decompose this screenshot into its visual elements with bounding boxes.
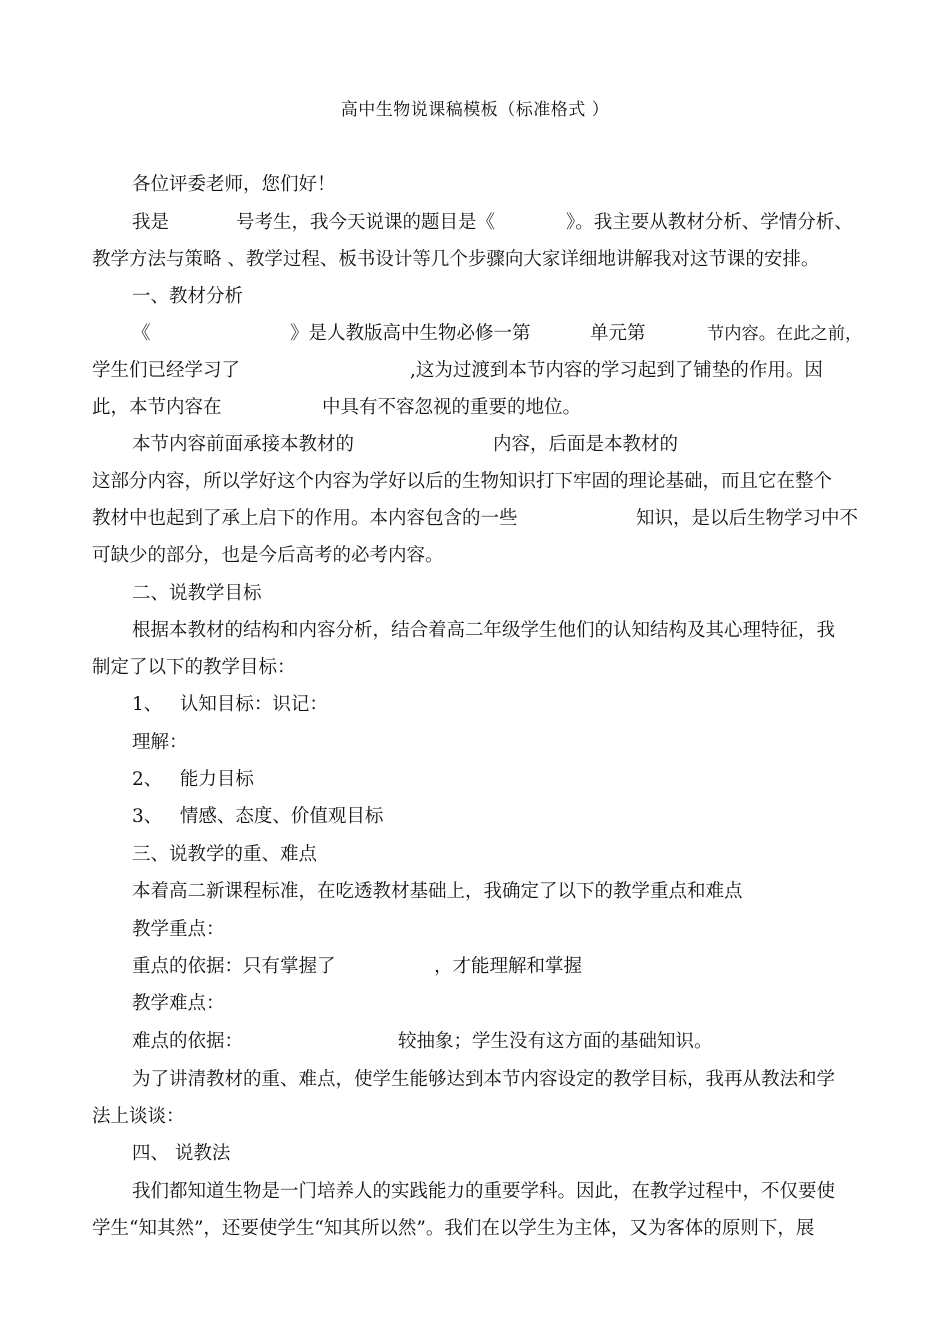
- sec2-p-l2: 制定了以下的教学目标：: [92, 657, 296, 678]
- sec1-p1-l3-a: 此，本节内容在: [92, 397, 222, 418]
- sec4-p-l2: 学生“知其然”，还要使学生“知其所以然”。我们在以学生为主体，又为客体的原则下，展: [92, 1218, 815, 1239]
- sec1-p2-l1-b: 内容，后面是本教材的: [493, 434, 679, 455]
- sec1-p1-l2-a: 学生们已经学习了: [92, 360, 241, 381]
- transition-l2: 法上谈谈：: [92, 1106, 185, 1127]
- sec1-p1-l3-b: 中具有不容忽视的重要的地位。: [322, 397, 582, 418]
- intro-line-2: 教学方法与策略 、教学过程、板书设计等几个步骤向大家详细地讲解我对这节课的安排。: [92, 249, 820, 270]
- diff-basis-b: 较抽象；学生没有这方面的基础知识。: [398, 1031, 713, 1052]
- sec1-p2-l1-a: 本节内容前面承接本教材的: [132, 434, 355, 455]
- section-heading-2: 二、说教学目标: [132, 583, 262, 604]
- objective-item-1: 1、 认知目标：识记：: [132, 694, 328, 715]
- sec2-p-l1: 根据本教材的结构和内容分析，结合着高二年级学生他们的认知结构及其心理特征，我: [132, 620, 836, 641]
- sec1-p1-l2-b: ,这为过渡到本节内容的学习起到了铺垫的作用。因: [410, 360, 823, 381]
- sec1-p1-b: 》是人教版高中生物必修一第: [290, 323, 531, 344]
- diff-basis-a: 难点的依据：: [132, 1031, 244, 1052]
- sec1-p2-l3-b: 知识，是以后生物学习中不: [636, 508, 859, 529]
- key-basis-b: ，才能理解和掌握: [434, 956, 583, 977]
- sec1-p1-c: 单元第: [590, 323, 646, 344]
- section-heading-4: 四、 说教法: [132, 1143, 231, 1164]
- difficulty-label: 教学难点：: [132, 993, 225, 1014]
- objective-item-2: 2、 能力目标: [132, 769, 254, 790]
- sec4-p-l1: 我们都知道生物是一门培养人的实践能力的重要学科。因此，在教学过程中，不仅要使: [132, 1181, 836, 1202]
- section-heading-1: 一、教材分析: [132, 286, 244, 307]
- sec1-p1-d: 节内容。在此之前，: [707, 324, 863, 344]
- section-heading-3: 三、说教学的重、难点: [132, 844, 318, 865]
- transition-l1: 为了讲清教材的重、难点，使学生能够达到本节内容设定的教学目标，我再从教法和学: [132, 1069, 836, 1090]
- sec1-p2-l2: 这部分内容，所以学好这个内容为学好以后的生物知识打下牢固的理论基础，而且它在整个: [92, 471, 833, 492]
- intro-line-1b: 号考生，我今天说课的题目是《: [236, 212, 496, 233]
- intro-line-1a: 我是: [132, 212, 170, 233]
- greeting: 各位评委老师，您们好！: [132, 174, 336, 195]
- document-title: 高中生物说课稿模板（标准格式 ）: [340, 100, 610, 120]
- sec1-p2-l4: 可缺少的部分，也是今后高考的必考内容。: [92, 545, 444, 566]
- sec1-p1-a: 《: [132, 323, 151, 344]
- sec1-p2-l3-a: 教材中也起到了承上启下的作用。本内容包含的一些: [92, 508, 518, 529]
- key-point-label: 教学重点：: [132, 919, 225, 940]
- intro-line-1c: 》。我主要从教材分析、学情分析、: [566, 212, 853, 233]
- key-basis-a: 重点的依据：只有掌握了: [132, 956, 336, 977]
- objective-item-3: 3、 情感、态度、价值观目标: [132, 806, 384, 827]
- objective-item-1b: 理解：: [132, 732, 188, 753]
- sec3-paragraph: 本着高二新课程标准，在吃透教材基础上，我确定了以下的教学重点和难点: [132, 881, 743, 902]
